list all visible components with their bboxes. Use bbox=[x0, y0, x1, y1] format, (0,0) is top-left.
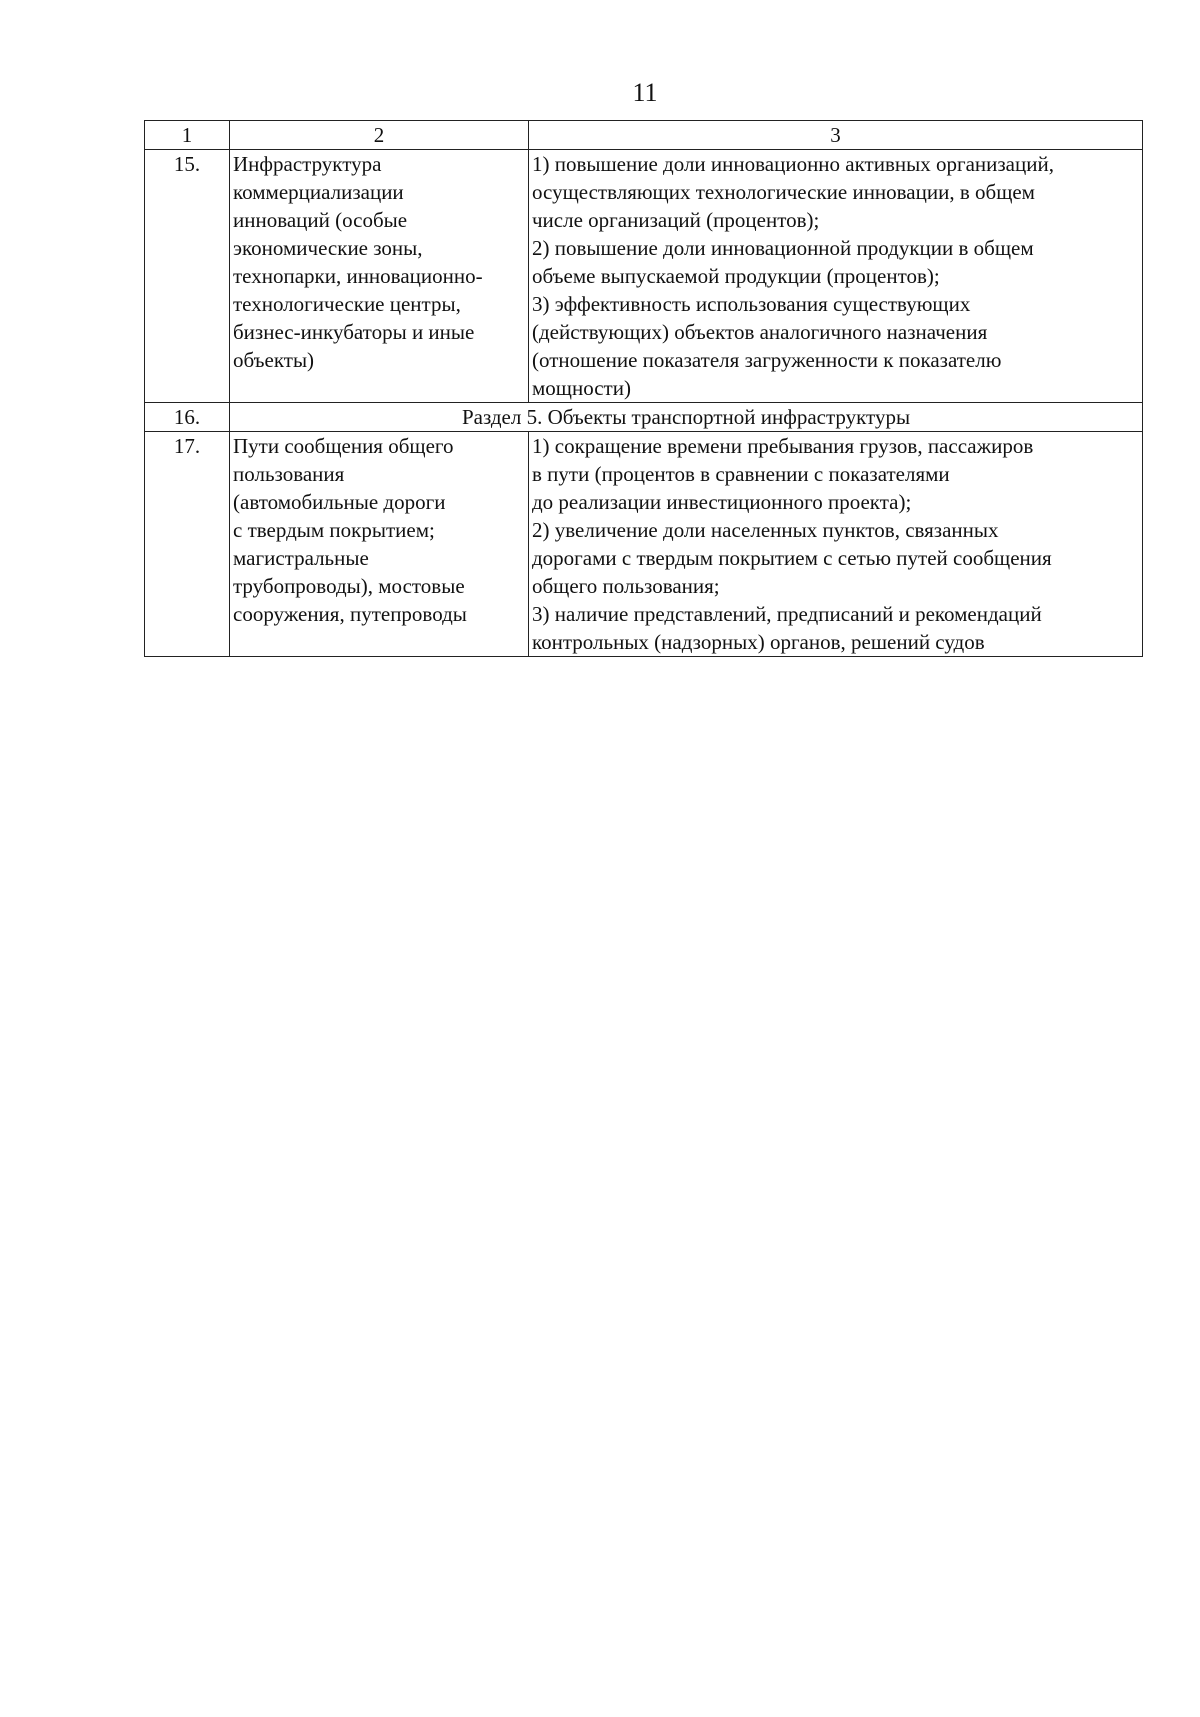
header-col-1: 1 bbox=[145, 121, 230, 150]
cell-line: (автомобильные дороги bbox=[233, 490, 446, 514]
object-type-cell bbox=[230, 150, 529, 403]
cell-line: Инфраструктура bbox=[233, 152, 382, 176]
cell-line: 2) повышение доли инновационной продукции в общем bbox=[532, 236, 1034, 260]
cell-line: до реализации инвестиционного проекта); bbox=[532, 490, 912, 514]
cell-line: (отношение показателя загруженности к показателю bbox=[532, 348, 1002, 372]
object-type-cell bbox=[230, 432, 529, 657]
table-header-row bbox=[145, 121, 1143, 150]
cell-line: коммерциализации bbox=[233, 180, 404, 204]
cell-line: объеме выпускаемой продукции (процентов); bbox=[532, 264, 940, 288]
cell-line: Пути сообщения общего bbox=[233, 434, 454, 458]
table-row-17 bbox=[145, 432, 1143, 657]
cell-line: 2) увеличение доли населенных пунктов, связанных bbox=[532, 518, 999, 542]
indicators-cell bbox=[529, 432, 1143, 657]
cell-line: пользования bbox=[233, 462, 345, 486]
cell-line: контрольных (надзорных) органов, решений судов bbox=[532, 630, 985, 654]
cell-line: числе организаций (процентов); bbox=[532, 208, 820, 232]
cell-line: 1) сокращение времени пребывания грузов, пассажиров bbox=[532, 434, 1034, 458]
cell-line: дорогами с твердым покрытием с сетью путей сообщения bbox=[532, 546, 1052, 570]
cell-line: с твердым покрытием; bbox=[233, 518, 435, 542]
row-number: 17. bbox=[145, 432, 230, 657]
table-row-15 bbox=[145, 150, 1143, 403]
cell-line: бизнес-инкубаторы и иные bbox=[233, 320, 475, 344]
cell-line: 1) повышение доли инновационно активных организаций, bbox=[532, 152, 1054, 176]
cell-line: трубопроводы), мостовые bbox=[233, 574, 465, 598]
cell-line: 3) наличие представлений, предписаний и рекомендаций bbox=[532, 602, 1042, 626]
header-col-3: 3 bbox=[529, 121, 1143, 150]
section-heading: Раздел 5. Объекты транспортной инфраструктуры bbox=[230, 403, 1143, 432]
cell-line: технологические центры, bbox=[233, 292, 461, 316]
header-col-2: 2 bbox=[230, 121, 529, 150]
cell-line: 3) эффективность использования существующих bbox=[532, 292, 971, 316]
indicators-table bbox=[144, 120, 1143, 657]
cell-line: магистральные bbox=[233, 546, 369, 570]
cell-line: технопарки, инновационно- bbox=[233, 264, 483, 288]
indicators-cell bbox=[529, 150, 1143, 403]
cell-line: экономические зоны, bbox=[233, 236, 423, 260]
cell-line: осуществляющих технологические инновации, в общем bbox=[532, 180, 1035, 204]
row-number: 16. bbox=[145, 403, 230, 432]
cell-line: в пути (процентов в сравнении с показателями bbox=[532, 462, 950, 486]
table-row-16 bbox=[145, 403, 1143, 432]
cell-line: (действующих) объектов аналогичного назначения bbox=[532, 320, 988, 344]
cell-line: инноваций (особые bbox=[233, 208, 408, 232]
cell-line: сооружения, путепроводы bbox=[233, 602, 467, 626]
page-number: 11 bbox=[632, 78, 658, 107]
cell-line: объекты) bbox=[233, 348, 315, 372]
cell-line: мощности) bbox=[532, 376, 631, 400]
row-number: 15. bbox=[145, 150, 230, 403]
cell-line: общего пользования; bbox=[532, 574, 720, 598]
